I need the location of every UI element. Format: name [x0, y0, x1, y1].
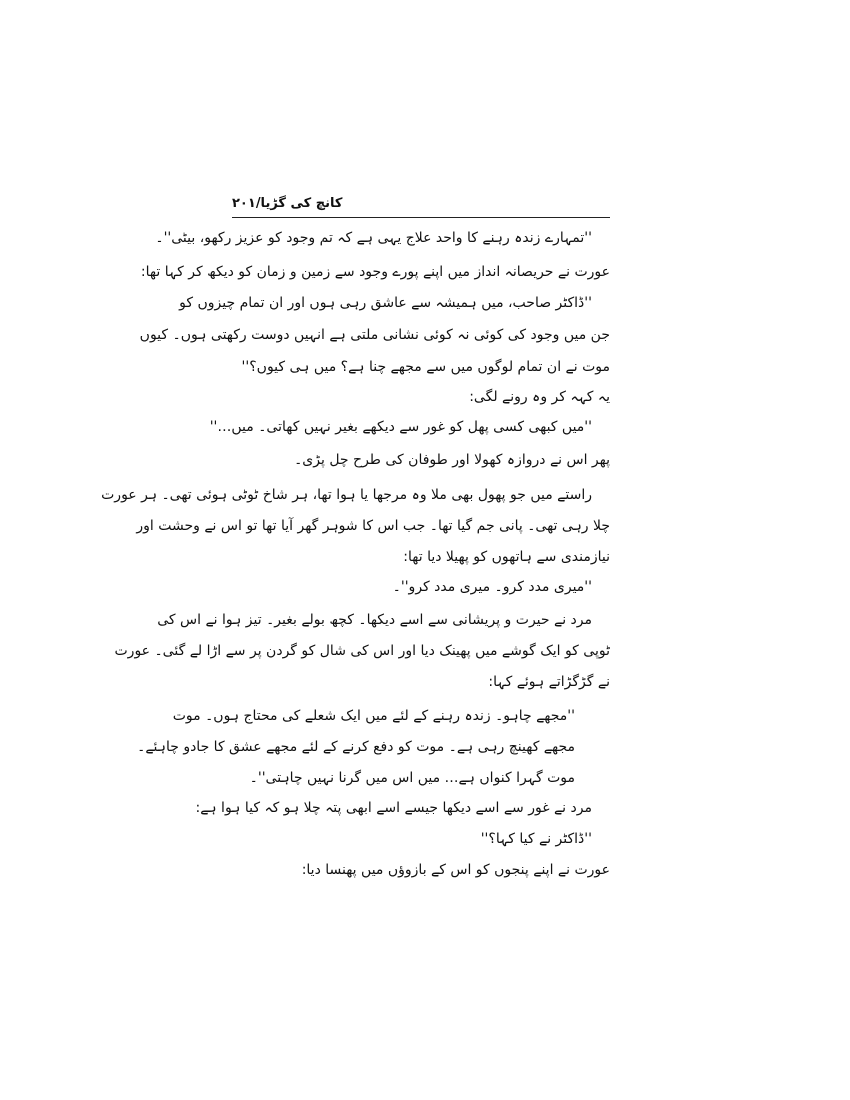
text-line: نیازمندی سے ہاتھوں کو پھیلا دیا تھا:	[403, 549, 610, 565]
text-line: موت گہرا کنواں ہے… میں اس میں گرنا نہیں چاہتی''۔	[249, 770, 575, 786]
text-line: پھر اس نے دروازہ کھولا اور طوفان کی طرح چل پڑی۔	[294, 452, 610, 468]
text-line: ٹوپی کو ایک گوشے میں پھینک دیا اور اس کی شال کو گردن پر سے اڑا لے گئی۔ عورت	[114, 643, 610, 659]
text-line: چلا رہی تھی۔ پانی جم گیا تھا۔ جب اس کا شوہر گھر آیا تھا تو اس نے وحشت اور	[136, 518, 610, 534]
text-line: عورت نے حریصانہ انداز میں اپنے پورے وجود سے زمین و زمان کو دیکھ کر کہا تھا:	[140, 264, 610, 280]
text-line: ''ڈاکٹر نے کیا کہا؟''	[480, 831, 592, 847]
text-line: ''میں کبھی کسی پھل کو غور سے دیکھے بغیر نہیں کھاتی۔ میں…''	[209, 419, 592, 435]
text-line: جن میں وجود کی کوئی نہ کوئی نشانی ملتی ہے انہیں دوست رکھتی ہوں۔ کیوں	[139, 327, 610, 343]
text-line: نے گڑگڑاتے ہوئے کہا:	[488, 674, 610, 690]
page-header	[232, 196, 610, 216]
text-line: مرد نے غور سے اسے دیکھا جیسے اسے ابھی پتہ چلا ہو کہ کیا ہوا ہے:	[195, 800, 592, 816]
text-line: موت نے ان تمام لوگوں میں سے مجھے چنا ہے؟ میں ہی کیوں؟''	[241, 359, 610, 375]
text-line: ''میری مدد کرو۔ میری مدد کرو''۔	[392, 579, 592, 595]
text-line: مجھے کھینچ رہی ہے۔ موت کو دفع کرنے کے لئے مجھے عشق کا جادو چاہئے۔	[137, 739, 575, 755]
text-line: ''ڈاکٹر صاحب، میں ہمیشہ سے عاشق رہی ہوں اور ان تمام چیزوں کو	[179, 295, 592, 311]
header-rule	[232, 217, 610, 218]
running-title-page-number: کانچ کی گڑیا/۲۰۱	[232, 196, 343, 211]
text-line: یہ کہہ کر وہ رونے لگی:	[469, 389, 610, 405]
text-line: عورت نے اپنے پنجوں کو اس کے بازوؤں میں پھنسا دیا:	[301, 862, 610, 878]
text-line: ''مجھے چاہو۔ زندہ رہنے کے لئے میں ایک شعلے کی محتاج ہوں۔ موت	[172, 708, 575, 724]
text-line: مرد نے حیرت و پریشانی سے اسے دیکھا۔ کچھ بولے بغیر۔ تیز ہوا نے اس کی	[157, 612, 592, 628]
text-line: ''تمہارے زندہ رہنے کا واحد علاج یہی ہے کہ تم وجود کو عزیز رکھو، بیٹی''۔	[155, 230, 592, 246]
text-line: راستے میں جو پھول بھی ملا وہ مرجھا یا ہوا تھا، ہر شاخ ٹوٹی ہوئی تھی۔ ہر عورت	[101, 487, 592, 503]
